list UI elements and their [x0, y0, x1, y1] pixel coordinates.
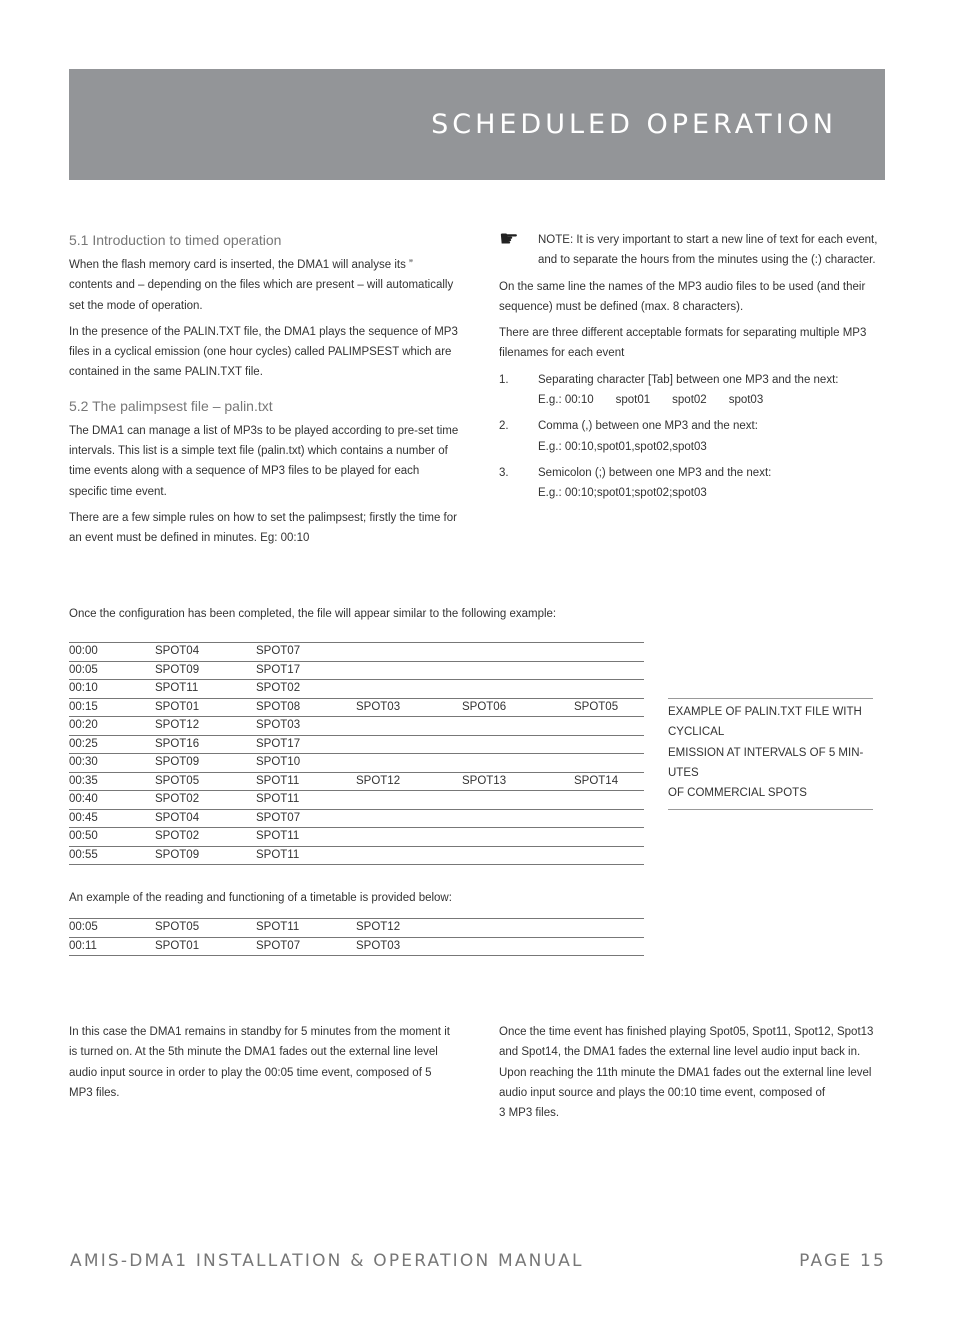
table-row — [69, 754, 644, 773]
bottom-left-paragraph — [69, 1022, 457, 1109]
table-row — [69, 661, 644, 680]
table-cell — [356, 791, 462, 810]
list-number: 2. — [499, 420, 509, 433]
bottom-left-text: In this case the DMA1 remains in standby for 5 minutes from the moment it is turned on. At the 5th minute the DMA1 fades out the external line level audio input source in order to play the 00:05 time event, composed of 5 MP3 files. — [69, 1026, 450, 1099]
list-item-example: E.g.: 00:10,spot01,spot02,spot03 — [538, 440, 707, 453]
table-cell: SPOT16 — [155, 735, 256, 754]
table-cell — [462, 735, 574, 754]
table-cell — [462, 661, 574, 680]
table-cell — [574, 680, 644, 699]
table-cell — [356, 828, 462, 847]
table-row — [69, 772, 644, 791]
section-5-2-heading: 5.2 The palimpsest file – palin.txt — [69, 397, 273, 414]
table-row — [69, 828, 644, 847]
table-cell: 00:11 — [69, 937, 155, 956]
table-cell — [462, 680, 574, 699]
reading-intro: An example of the reading and functioning of a timetable is provided below: — [69, 892, 452, 904]
table-cell: SPOT09 — [155, 846, 256, 865]
table-cell: SPOT09 — [155, 661, 256, 680]
table-cell — [574, 735, 644, 754]
table-cell: 00:30 — [69, 754, 155, 773]
table-cell: SPOT06 — [462, 698, 574, 717]
page-title: SCHEDULED OPERATION — [431, 109, 837, 140]
table-cell — [574, 717, 644, 736]
table-cell: SPOT02 — [155, 828, 256, 847]
table-cell: SPOT04 — [155, 643, 256, 662]
section-5-1-paragraph-1: When the flash memory card is inserted, the DMA1 will analyse its ” contents and – depending on the files which are present – will automatically set the mode of operation. — [69, 259, 454, 312]
table-cell — [356, 680, 462, 699]
table-row — [69, 809, 644, 828]
table-cell: SPOT07 — [256, 809, 356, 828]
table-cell: SPOT03 — [256, 717, 356, 736]
table-cell — [356, 846, 462, 865]
separator-format-list — [499, 370, 883, 504]
table-cell: 00:35 — [69, 772, 155, 791]
table-cell — [462, 828, 574, 847]
list-item-example: E.g.: 00:10;spot01;spot02;spot03 — [538, 487, 707, 500]
table-cell: SPOT08 — [256, 698, 356, 717]
table-cell: 00:15 — [69, 698, 155, 717]
table-cell: SPOT03 — [356, 937, 462, 956]
table-cell — [462, 791, 574, 810]
section-5-2-paragraph-2: There are a few simple rules on how to set the palimpsest; firstly the time for an event must be defined in minutes. Eg: 00:10 — [69, 511, 457, 545]
table-cell: SPOT11 — [256, 791, 356, 810]
table-cell — [462, 846, 574, 865]
table-cell: SPOT01 — [155, 937, 256, 956]
table-cell: SPOT17 — [256, 661, 356, 680]
table-row — [69, 698, 644, 717]
table-row — [69, 791, 644, 810]
caption-line: UTES — [668, 766, 699, 779]
caption-line: EMISSION AT INTERVALS OF 5 MIN- — [668, 746, 864, 759]
table-cell: SPOT11 — [256, 772, 356, 791]
table-cell — [356, 643, 462, 662]
list-item — [499, 370, 883, 411]
reading-table — [69, 918, 644, 956]
list-item-text: Semicolon (;) between one MP3 and the next: — [538, 466, 772, 479]
table-cell — [356, 661, 462, 680]
schedule-table — [69, 642, 644, 865]
table-cell: 00:55 — [69, 846, 155, 865]
table-cell: SPOT13 — [462, 772, 574, 791]
table-cell — [462, 919, 574, 938]
table-cell: SPOT12 — [356, 919, 462, 938]
table-cell — [574, 754, 644, 773]
table-cell — [462, 717, 574, 736]
table-row — [69, 680, 644, 699]
bottom-right-text-end: 3 MP3 files. — [499, 1107, 560, 1120]
section-5-1-heading: 5.1 Introduction to timed operation — [69, 232, 282, 248]
bottom-right-text: Once the time event has finished playing Spot05, Spot11, Spot12, Spot13 and Spot14, the DMA1 fades the external line level audio input back in. Upon reaching the 11th minute the DMA1 fades out the external line level audio input source and plays the 00:10 time event, composed of — [499, 1026, 874, 1099]
table-cell: SPOT07 — [256, 643, 356, 662]
table-cell: SPOT11 — [256, 919, 356, 938]
table-row — [69, 937, 644, 956]
table-cell: SPOT11 — [256, 828, 356, 847]
note-text: NOTE: It is very important to start a new line of text for each event, and to separate the hours from the minutes using the (:) character. — [538, 234, 878, 267]
list-item-example: E.g.: 00:10 spot01 spot02 spot03 — [538, 394, 764, 407]
example-caption — [668, 698, 873, 810]
footer-page-number: PAGE 15 — [799, 1251, 886, 1271]
table-row — [69, 643, 644, 662]
table-cell — [574, 809, 644, 828]
pointing-hand-icon: ☛ — [499, 226, 519, 251]
table-cell — [462, 809, 574, 828]
caption-line: OF COMMERCIAL SPOTS — [668, 787, 807, 800]
table-cell — [462, 937, 574, 956]
list-item-text: Comma (,) between one MP3 and the next: — [538, 420, 758, 433]
table-cell: SPOT05 — [155, 919, 256, 938]
list-item-text: Separating character [Tab] between one MP3 and the next: — [538, 373, 839, 386]
example-intro: Once the configuration has been completed, the file will appear similar to the following example: — [69, 608, 557, 620]
right-paragraph-2: There are three different acceptable formats for separating multiple MP3 filenames for each event — [499, 327, 867, 360]
header-banner — [69, 69, 885, 180]
table-cell — [574, 791, 644, 810]
footer-manual-title: AMIS-DMA1 INSTALLATION & OPERATION MANUAL — [70, 1251, 584, 1271]
table-cell: SPOT01 — [155, 698, 256, 717]
table-cell: 00:45 — [69, 809, 155, 828]
list-item — [499, 416, 883, 457]
table-cell — [574, 846, 644, 865]
table-cell: SPOT02 — [256, 680, 356, 699]
table-cell: 00:05 — [69, 661, 155, 680]
caption-line: EXAMPLE OF PALIN.TXT FILE WITH — [668, 706, 862, 718]
list-item — [499, 463, 883, 504]
right-paragraph-1: On the same line the names of the MP3 audio files to be used (and their sequence) must be defined (max. 8 characters). — [499, 280, 866, 313]
table-cell: SPOT05 — [574, 698, 644, 717]
list-number: 1. — [499, 373, 509, 386]
table-cell: SPOT12 — [155, 717, 256, 736]
table-cell: SPOT07 — [256, 937, 356, 956]
left-column — [69, 231, 459, 555]
table-cell — [462, 754, 574, 773]
table-cell — [574, 828, 644, 847]
table-row — [69, 735, 644, 754]
section-5-2-paragraph-1: The DMA1 can manage a list of MP3s to be played according to pre-set time intervals. This list is a simple text file (palin.txt) which contains a number of time events along with a sequence of MP3 files to be played for each specific time event. — [69, 424, 459, 498]
table-cell: SPOT11 — [256, 846, 356, 865]
table-cell — [356, 717, 462, 736]
table-row — [69, 846, 644, 865]
table-cell — [356, 809, 462, 828]
table-cell: SPOT03 — [356, 698, 462, 717]
section-5-1-paragraph-2: In the presence of the PALIN.TXT file, the DMA1 plays the sequence of MP3 files in a cyclical emission (one hour cycles) called PALIMPSEST which are contained in the same PALIN.TXT file. — [69, 325, 458, 379]
table-row — [69, 919, 644, 938]
table-cell: SPOT17 — [256, 735, 356, 754]
list-number: 3. — [499, 466, 509, 479]
table-cell: SPOT12 — [356, 772, 462, 791]
table-cell — [574, 643, 644, 662]
table-cell: SPOT14 — [574, 772, 644, 791]
table-cell: SPOT04 — [155, 809, 256, 828]
table-cell: 00:05 — [69, 919, 155, 938]
table-cell: 00:00 — [69, 643, 155, 662]
table-cell: SPOT11 — [155, 680, 256, 699]
right-column — [499, 226, 883, 510]
bottom-right-paragraph — [499, 1022, 883, 1123]
table-cell — [462, 643, 574, 662]
table-cell — [574, 919, 644, 938]
table-cell — [356, 735, 462, 754]
table-cell: SPOT10 — [256, 754, 356, 773]
table-cell: SPOT05 — [155, 772, 256, 791]
table-cell — [356, 754, 462, 773]
table-cell: 00:20 — [69, 717, 155, 736]
table-cell: SPOT09 — [155, 754, 256, 773]
table-cell: 00:50 — [69, 828, 155, 847]
table-cell — [574, 661, 644, 680]
table-row — [69, 717, 644, 736]
table-cell: SPOT02 — [155, 791, 256, 810]
caption-line: CYCLICAL — [668, 726, 725, 739]
note-block — [499, 226, 883, 271]
table-cell — [574, 937, 644, 956]
table-cell: 00:40 — [69, 791, 155, 810]
table-cell: 00:25 — [69, 735, 155, 754]
table-cell: 00:10 — [69, 680, 155, 699]
